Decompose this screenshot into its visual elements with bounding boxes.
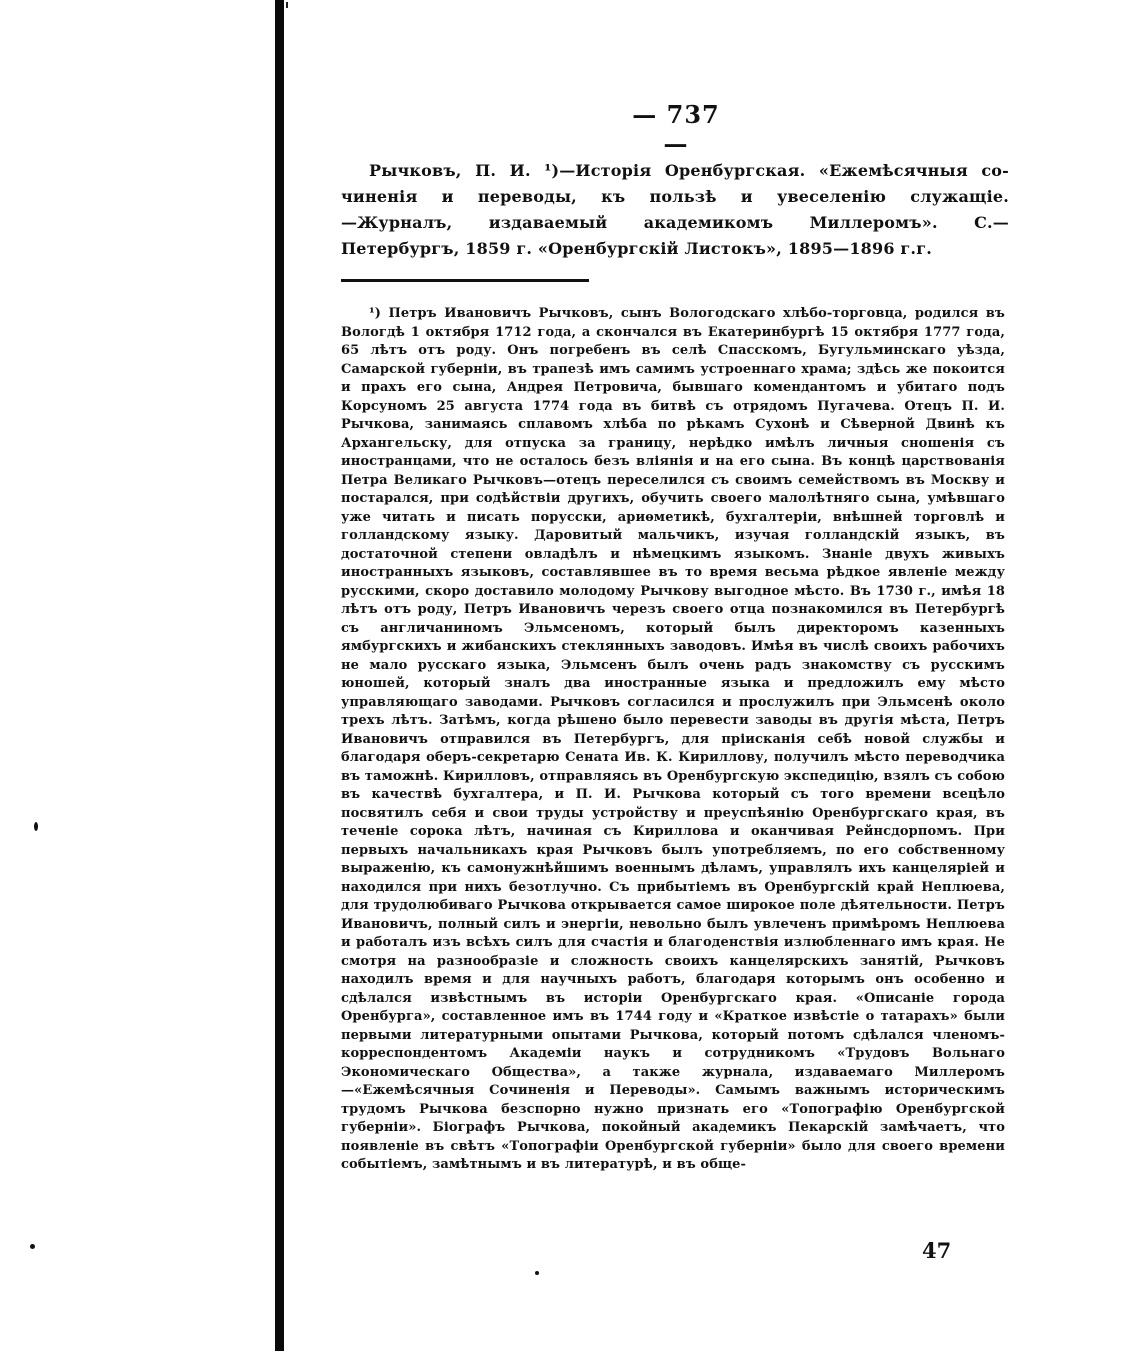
page-number: — 737 — (632, 100, 720, 158)
scan-speck (30, 1244, 35, 1249)
footnote-marker: ¹) (369, 306, 382, 321)
entry-line: Петербургъ, 1859 г. «Оренбургскій Листокъ», 1895—1896 г.г. (341, 239, 932, 258)
entry-line: чиненія и переводы, къ пользѣ и увеселенію служащіе. (341, 187, 1009, 206)
footnote-separator (341, 279, 589, 282)
scan-speck (34, 822, 38, 831)
entry-line: Рычковъ, П. И. ¹)—Исторія Оренбургская. «Ежемѣсячныя со- (369, 161, 1009, 180)
bibliography-entry (341, 158, 1009, 262)
binding-gutter-line (275, 0, 284, 1351)
footnote-text: Петръ Ивановичъ Рычковъ, сынъ Вологодскаго хлѣбо-торговца, родился въ Вологдѣ 1 октября 1712 года, а скончался въ Екатеринбургѣ 15 октября 1777 года, 65 лѣтъ отъ роду. Онъ погребенъ въ селѣ Спасскомъ, Бугульминскаго уѣзда, Самарской губерніи, въ трапезѣ имъ самимъ устроеннаго храма; здѣсь же покоится и прахъ его сына, Андрея Петровича, бывшаго комендантомъ и убитаго подъ Корсуномъ 25 августа 1774 года въ битвѣ съ отрядомъ Пугачева. Отецъ П. И. Рычкова, занимаясь сплавомъ хлѣба по рѣкамъ Сухонѣ и Сѣверной Двинѣ къ Архангельску, для отпуска за границу, нерѣдко имѣлъ личныя сношенія съ иностранцами, что не осталось безъ вліянія и на его сына. Въ концѣ царствованія Петра Великаго Рычковъ—отецъ переселился съ своимъ семействомъ въ Москву и постарался, при содѣйствіи другихъ, обучить своего малолѣтняго сына, умѣвшаго уже читать и писать порусски, ариѳметикѣ, бухгалтеріи, внѣшней торговлѣ и голландскому языку. Даровитый мальчикъ, изучая голландскій языкъ, въ достаточной степени овладѣлъ и нѣмецкимъ языкомъ. Знаніе двухъ живыхъ иностранныхъ языковъ, составлявшее въ то время весьма рѣдкое явленіе между русскими, скоро доставило молодому Рычкову выгодное мѣсто. Въ 1730 г., имѣя 18 лѣтъ отъ роду, Петръ Ивановичъ черезъ своего отца познакомился въ Петербургѣ съ англичаниномъ Эльмсеномъ, который былъ директоромъ казенныхъ ямбургскихъ и жибанскихъ стеклянныхъ заводовъ. Имѣя въ числѣ своихъ рабочихъ не мало русскаго языка, Эльмсенъ былъ очень радъ знакомству съ русскимъ юношей, который зналъ два иностранные языка и предложилъ ему мѣсто управляющаго заводами. Рычковъ согласился и прослужилъ при Эльмсенѣ около трехъ лѣтъ. Затѣмъ, когда рѣшено было перевести заводы въ другія мѣста, Петръ Ивановичъ отправился въ Петербургъ, для пріисканія себѣ новой службы и благодаря оберъ-секретарю Сената Ив. К. Кириллову, получилъ мѣсто переводчика въ таможнѣ. Кирилловъ, отправляясь въ Оренбургскую экспедицію, взялъ съ собою въ качествѣ бухгалтера, и П. И. Рычкова который съ того времени всецѣло посвятилъ себя и свои труды устройству и преуспѣянію Оренбургскаго края, въ теченіе сорока лѣтъ, начиная съ Кириллова и оканчивая Рейнсдорпомъ. При первыхъ начальникахъ края Рычковъ былъ употребляемъ, по его собственному выраженію, къ самонужнѣйшимъ военнымъ дѣламъ, управлялъ ихъ канцеляріей и находился при нихъ безотлучно. Съ прибытіемъ въ Оренбургскій край Неплюева, для трудолюбиваго Рычкова открывается самое широкое поле дѣятельности. Петръ Ивановичъ, полный силъ и энергіи, невольно былъ увлеченъ примѣромъ Неплюева и работалъ изъ всѣхъ силъ для счастія и благоденствія излюбленнаго имъ края. Не смотря на разнообразіе и сложность своихъ канцелярскихъ занятій, Рычковъ находилъ время и для научныхъ работъ, благодаря которымъ онъ особенно и сдѣлался извѣстнымъ въ исторіи Оренбургскаго края. «Описаніе города Оренбурга», составленное имъ въ 1744 году и «Краткое извѣстіе о татарахъ» были первыми литературными опытами Рычкова, который потомъ сдѣлался членомъ-корреспондентомъ Академіи наукъ и сотрудникомъ «Трудовъ Вольнаго Экономическаго Общества», а также журнала, издаваемаго Миллеромъ—«Ежемѣсячныя Сочиненія и Переводы». Самымъ важнымъ историческимъ трудомъ Рычкова безспорно нужно признать его «Топографію Оренбургской губерніи». Біографъ Рычкова, покойный академикъ Пекарскій замѣчаетъ, что появленіе въ свѣтъ «Топографіи Оренбургской губерніи» было для своего времени событіемъ, замѣтнымъ и въ литературѣ, и въ обще- (341, 306, 1005, 1172)
gutter-mark (286, 2, 288, 8)
signature-mark: 47 (922, 1238, 952, 1263)
footnote (341, 305, 1005, 1175)
scan-speck (535, 1271, 539, 1275)
entry-line: —Журналъ, издаваемый академикомъ Миллеромъ». С.— (341, 213, 1009, 232)
